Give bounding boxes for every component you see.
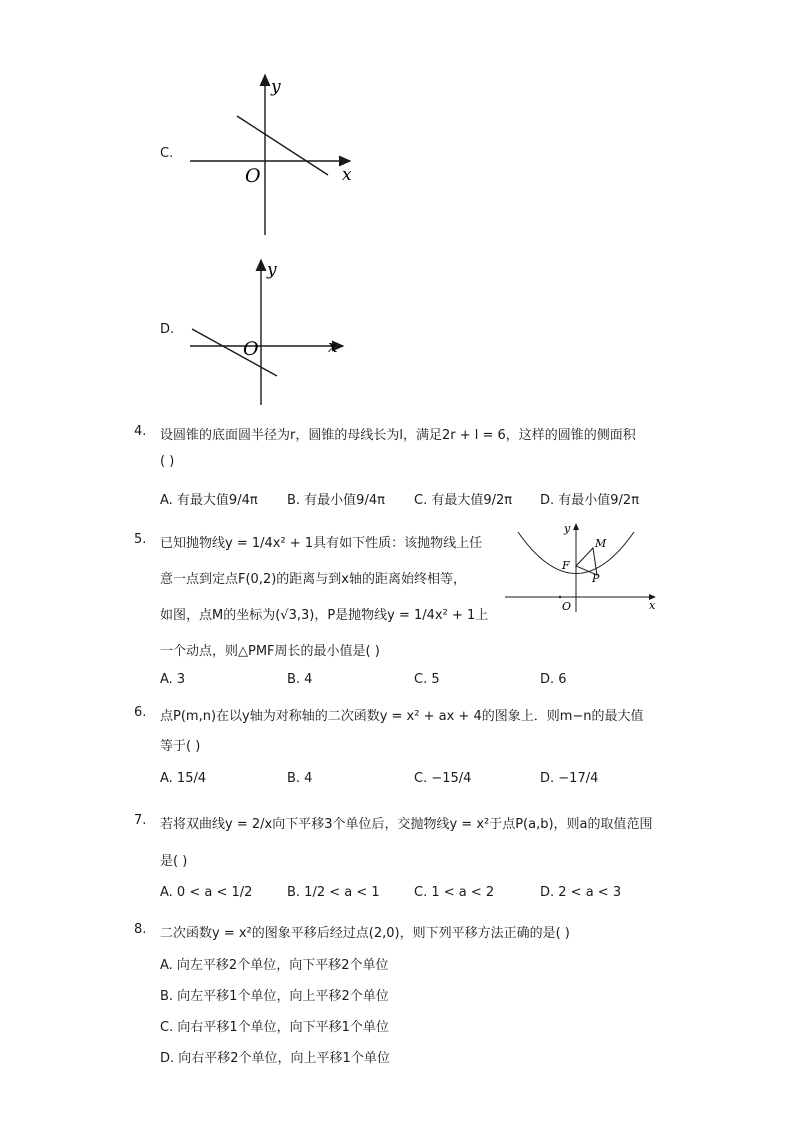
q3d-line xyxy=(192,329,277,376)
q5-dot-o xyxy=(559,596,561,598)
q5-option-d: D. 6 xyxy=(540,672,567,687)
q7-option-b: B. 1/2 < a < 1 xyxy=(287,885,380,900)
q5-stem-line4: 一个动点，则△PMF周长的最小值是( ) xyxy=(160,644,380,659)
q6-stem-line2: 等于( ) xyxy=(160,739,201,754)
q4-stem-line1: 设圆锥的底面圆半径为r，圆锥的母线长为l，满足2r + l = 6，这样的圆锥的侧面积 xyxy=(160,428,636,443)
q4-option-d: D. 有最小值9/2π xyxy=(540,493,640,508)
q8-option-d: D. 向右平移2个单位，向上平移1个单位 xyxy=(160,1051,390,1066)
q4-option-b: B. 有最小值9/4π xyxy=(287,493,385,508)
q5-triangle-pmf xyxy=(576,548,597,575)
q5-stem-line3: 如图，点M的坐标为(√3,3)，P是抛物线y = 1/4x² + 1上 xyxy=(160,608,489,623)
q4-option-a: A. 有最大值9/4π xyxy=(160,493,258,508)
q3-option-d-label: D. xyxy=(160,322,175,337)
q8-number: 8. xyxy=(134,922,147,937)
q4-stem-line2: ( ) xyxy=(160,454,175,469)
q6-stem-line1: 点P(m,n)在以y轴为对称轴的二次函数y = x² + ax + 4的图象上．则m−n的最大值 xyxy=(160,709,644,724)
q5-fig-p-label: P xyxy=(592,572,600,585)
q5-option-b: B. 4 xyxy=(287,672,313,687)
q5-fig-y-label: y xyxy=(564,522,571,535)
q4-number: 4. xyxy=(134,424,147,439)
q5-number: 5. xyxy=(134,532,147,547)
q3c-y-label: y xyxy=(271,77,281,97)
q5-option-c: C. 5 xyxy=(414,672,440,687)
q7-stem-line2: 是( ) xyxy=(160,854,188,869)
q3d-origin-label: O xyxy=(243,338,259,360)
q3-option-d-graph xyxy=(185,255,355,410)
q8-option-a: A. 向左平移2个单位，向下平移2个单位 xyxy=(160,958,389,973)
q3c-origin-label: O xyxy=(245,165,261,187)
q8-stem-line1: 二次函数y = x²的图象平移后经过点(2,0)，则下列平移方法正确的是( ) xyxy=(160,926,570,941)
q8-option-c: C. 向右平移1个单位，向下平移1个单位 xyxy=(160,1020,389,1035)
q7-option-d: D. 2 < a < 3 xyxy=(540,885,622,900)
q6-option-a: A. 15/4 xyxy=(160,771,207,786)
q3-option-c-graph xyxy=(185,70,365,240)
q6-option-d: D. −17/4 xyxy=(540,771,599,786)
q8-option-b: B. 向左平移1个单位，向上平移2个单位 xyxy=(160,989,389,1004)
q5-fig-x-label: x xyxy=(649,599,656,612)
q5-stem-line2: 意一点到定点F(0,2)的距离与到x轴的距离始终相等， xyxy=(160,572,466,587)
q6-option-c: C. −15/4 xyxy=(414,771,472,786)
q5-fig-f-label: F xyxy=(562,559,570,572)
q3c-x-label: x xyxy=(342,165,352,185)
q7-number: 7. xyxy=(134,813,147,828)
q4-option-c: C. 有最大值9/2π xyxy=(414,493,513,508)
q5-fig-m-label: M xyxy=(595,537,607,550)
q7-option-c: C. 1 < a < 2 xyxy=(414,885,495,900)
q5-parabola-figure xyxy=(500,520,665,620)
q6-option-b: B. 4 xyxy=(287,771,313,786)
q3d-y-label: y xyxy=(267,260,277,280)
q6-number: 6. xyxy=(134,705,147,720)
q3d-x-label: x xyxy=(328,337,338,357)
q5-option-a: A. 3 xyxy=(160,672,186,687)
q5-fig-origin-label: O xyxy=(562,600,572,613)
q3-option-c-label: C. xyxy=(160,146,174,161)
q5-stem-line1: 已知抛物线y = 1/4x² + 1具有如下性质：该抛物线上任 xyxy=(160,536,483,551)
q7-option-a: A. 0 < a < 1/2 xyxy=(160,885,253,900)
q7-stem-line1: 若将双曲线y = 2/x向下平移3个单位后，交抛物线y = x²于点P(a,b)，则a的取值范围 xyxy=(160,817,653,832)
